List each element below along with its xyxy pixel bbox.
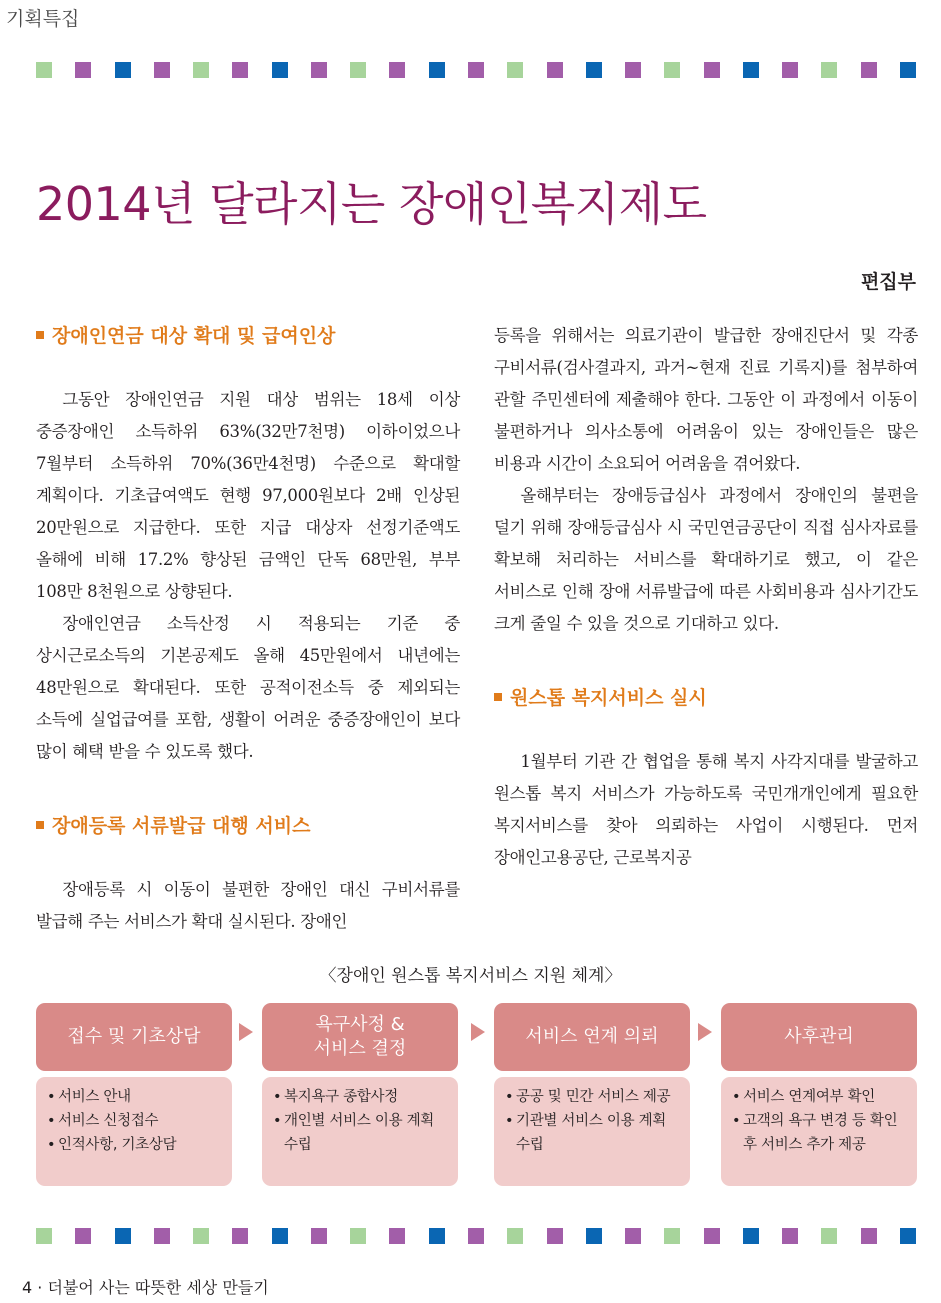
list-item: • 공공 및 민간 서비스 제공 bbox=[516, 1085, 680, 1109]
decorative-square bbox=[743, 1228, 759, 1244]
process-step-followup: 사후관리 bbox=[721, 1003, 917, 1071]
decorative-square bbox=[115, 62, 131, 78]
decorative-square bbox=[861, 62, 877, 78]
decorative-square bbox=[547, 62, 563, 78]
list-item: • 서비스 신청접수 bbox=[58, 1109, 222, 1133]
square-bullet-icon bbox=[36, 331, 44, 339]
decorative-square bbox=[900, 1228, 916, 1244]
section-heading-onestop: 원스톱 복지서비스 실시 bbox=[494, 682, 918, 714]
decorative-square bbox=[900, 62, 916, 78]
decorative-square-row-bottom bbox=[36, 1228, 916, 1244]
section-heading-pension: 장애인연금 대상 확대 및 급여인상 bbox=[36, 320, 460, 352]
decorative-square bbox=[625, 62, 641, 78]
decorative-square bbox=[350, 1228, 366, 1244]
decorative-square bbox=[193, 62, 209, 78]
decorative-square bbox=[311, 62, 327, 78]
decorative-square bbox=[743, 62, 759, 78]
decorative-square bbox=[625, 1228, 641, 1244]
decorative-square bbox=[861, 1228, 877, 1244]
decorative-square bbox=[232, 62, 248, 78]
list-item: • 복지욕구 종합사정 bbox=[284, 1085, 448, 1109]
process-step-referral: 서비스 연계 의뢰 bbox=[494, 1003, 690, 1071]
decorative-square bbox=[821, 1228, 837, 1244]
article-column-left bbox=[36, 320, 460, 938]
decorative-square-row-top bbox=[36, 62, 916, 78]
page-title: 2014년 달라지는 장애인복지제도 bbox=[36, 177, 707, 231]
section-heading-registration: 장애등록 서류발급 대행 서비스 bbox=[36, 810, 460, 842]
arrow-right-icon bbox=[239, 1023, 253, 1041]
paragraph: 등록을 위해서는 의료기관이 발급한 장애진단서 및 각종 구비서류(검사결과지, 과거~현재 진료 기록지)를 첨부하여 관할 주민센터에 제출해야 한다. 그동안 이 과정에서 이동이 불편하거나 의사소통에 어려움이 있는 장애인들은 많은 비용과 시간이 소요되어 어려움을 겪어왔다. bbox=[494, 326, 918, 473]
decorative-square bbox=[586, 1228, 602, 1244]
decorative-square bbox=[468, 1228, 484, 1244]
decorative-square bbox=[350, 62, 366, 78]
decorative-square bbox=[586, 62, 602, 78]
list-item: • 인적사항, 기초상담 bbox=[58, 1133, 222, 1157]
page-footer: 4 · 더불어 사는 따뜻한 세상 만들기 bbox=[22, 1278, 269, 1297]
list-item: • 서비스 연계여부 확인 bbox=[743, 1085, 907, 1109]
paragraph: 장애인연금 소득산정 시 적용되는 기준 중 상시근로소득의 기본공제도 올해 45만원에서 내년에는 48만원으로 확대된다. 또한 공적이전소득 중 제외되는 소득에 실업급여를 포함, 생활이 어려운 중증장애인이 보다 많이 혜택 받을 수 있도록 했다. bbox=[36, 614, 460, 761]
paragraph: 그동안 장애인연금 지원 대상 범위는 18세 이상 중증장애인 소득하위 63%(32만7천명) 이하이었으나 7월부터 소득하위 70%(36만4천명) 수준으로 확대할 계획이다. 기초급여액도 현행 97,000원보다 2배 인상된 20만원으로 지급한다. 또한 지급 대상자 선정기준액도 올해에 비해 17.2% 향상된 금액인 단독 68만원, 부부 108만 8천원으로 상향된다. bbox=[36, 390, 460, 601]
step-detail-referral bbox=[494, 1077, 690, 1186]
paragraph: 1월부터 기관 간 협업을 통해 복지 사각지대를 발굴하고 원스톱 복지 서비스가 가능하도록 국민개개인에게 필요한 복지서비스를 찾아 의뢰하는 사업이 시행된다. 먼저 장애인고용공단, 근로복지공 bbox=[494, 752, 918, 867]
decorative-square bbox=[389, 62, 405, 78]
decorative-square bbox=[704, 1228, 720, 1244]
section-tag: 기획특집 bbox=[6, 8, 80, 30]
decorative-square bbox=[704, 62, 720, 78]
decorative-square bbox=[507, 62, 523, 78]
process-step-assessment: 욕구사정 & 서비스 결정 bbox=[262, 1003, 458, 1071]
decorative-square bbox=[507, 1228, 523, 1244]
paragraph: 올해부터는 장애등급심사 과정에서 장애인의 불편을 덜기 위해 장애등급심사 시 국민연금공단이 직접 심사자료를 확보해 처리하는 서비스를 확대하기로 했고, 이 같은 서비스로 인해 장애 서류발급에 따른 사회비용과 심사기간도 크게 줄일 수 있을 것으로 기대하고 있다. bbox=[494, 486, 918, 633]
decorative-square bbox=[389, 1228, 405, 1244]
decorative-square bbox=[36, 62, 52, 78]
decorative-square bbox=[429, 1228, 445, 1244]
diagram-title: 〈장애인 원스톱 복지서비스 지원 체계〉 bbox=[319, 966, 622, 986]
decorative-square bbox=[547, 1228, 563, 1244]
decorative-square bbox=[468, 62, 484, 78]
decorative-square bbox=[311, 1228, 327, 1244]
arrow-right-icon bbox=[698, 1023, 712, 1041]
decorative-square bbox=[272, 62, 288, 78]
decorative-square bbox=[429, 62, 445, 78]
process-step-intake: 접수 및 기초상담 bbox=[36, 1003, 232, 1071]
list-item: • 고객의 욕구 변경 등 확인 후 서비스 추가 제공 bbox=[743, 1109, 907, 1157]
paragraph: 장애등록 시 이동이 불편한 장애인 대신 구비서류를 발급해 주는 서비스가 확대 실시된다. 장애인 bbox=[36, 880, 460, 931]
decorative-square bbox=[115, 1228, 131, 1244]
step-detail-assessment bbox=[262, 1077, 458, 1186]
step-detail-followup bbox=[721, 1077, 917, 1186]
decorative-square bbox=[75, 1228, 91, 1244]
step-detail-intake bbox=[36, 1077, 232, 1186]
square-bullet-icon bbox=[36, 821, 44, 829]
decorative-square bbox=[154, 1228, 170, 1244]
list-item: • 기관별 서비스 이용 계획 수립 bbox=[516, 1109, 680, 1157]
decorative-square bbox=[154, 62, 170, 78]
decorative-square bbox=[272, 1228, 288, 1244]
decorative-square bbox=[232, 1228, 248, 1244]
decorative-square bbox=[75, 62, 91, 78]
decorative-square bbox=[821, 62, 837, 78]
article-column-right bbox=[494, 320, 918, 874]
decorative-square bbox=[782, 62, 798, 78]
decorative-square bbox=[193, 1228, 209, 1244]
decorative-square bbox=[36, 1228, 52, 1244]
decorative-square bbox=[664, 1228, 680, 1244]
byline: 편집부 bbox=[860, 271, 916, 293]
list-item: • 서비스 안내 bbox=[58, 1085, 222, 1109]
arrow-right-icon bbox=[471, 1023, 485, 1041]
decorative-square bbox=[664, 62, 680, 78]
square-bullet-icon bbox=[494, 693, 502, 701]
decorative-square bbox=[782, 1228, 798, 1244]
list-item: • 개인별 서비스 이용 계획 수립 bbox=[284, 1109, 448, 1157]
